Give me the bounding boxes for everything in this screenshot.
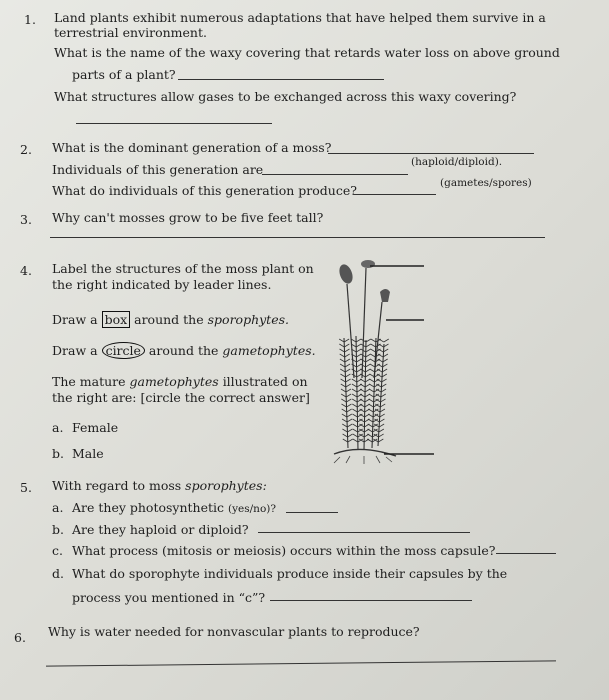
sporophyte-capsule-2 [361, 260, 375, 268]
q4-box-target: sporophytes. [207, 312, 289, 327]
q5d-line1: What do sporophyte individuals produce inside their capsules by the [72, 566, 508, 581]
q4-circle-target: gametophytes. [222, 343, 316, 358]
q3-number: 3. [20, 212, 32, 227]
q2b-hint: (haploid/diploid). [411, 156, 503, 168]
q5-number: 5. [20, 480, 32, 495]
q4-box-instruction [52, 312, 289, 328]
q4-line1: Label the structures of the moss plant on [52, 261, 314, 276]
q2a-question: What is the dominant generation of a moss? [52, 140, 332, 155]
q1a-answer-blank[interactable] [178, 79, 384, 80]
q4-option-b[interactable]: Male [72, 446, 104, 461]
q1-number: 1. [24, 12, 36, 27]
q5a-question [72, 500, 276, 517]
q1a-line1: What is the name of the waxy covering that retards water loss on above ground [54, 45, 560, 60]
q2c-answer-blank[interactable] [354, 194, 436, 195]
sporophyte-capsule-1 [337, 263, 355, 286]
q1b-answer-blank[interactable] [76, 123, 272, 124]
q5a-answer-blank[interactable] [286, 512, 338, 513]
q5d-letter: d. [52, 566, 64, 581]
q2b-answer-blank[interactable] [262, 174, 408, 175]
q4-line2: the right indicated by leader lines. [52, 277, 272, 292]
q1-intro-line2: terrestrial environment. [54, 25, 207, 40]
q4-circle-instruction [52, 343, 316, 359]
q5c-answer-blank[interactable] [496, 553, 556, 554]
q2b-question: Individuals of this generation are [52, 162, 264, 177]
q5b-answer-blank[interactable] [258, 532, 470, 533]
q3-answer-blank[interactable] [50, 237, 545, 238]
q4-mature-pre: The mature [52, 374, 126, 389]
q4-mature-line1 [52, 374, 308, 390]
q4-option-b-letter: b. [52, 446, 64, 461]
q4-box-post: around the [134, 312, 204, 327]
q5c-letter: c. [52, 543, 63, 558]
q5b-question: Are they haploid or diploid? [72, 522, 249, 537]
q4-mature-line2: the right are: [circle the correct answer] [52, 390, 310, 405]
q1a-line2: parts of a plant? [72, 67, 176, 82]
q2c-question: What do individuals of this generation produce? [52, 183, 357, 198]
q5-intro-word: sporophytes: [185, 478, 267, 493]
q6-answer-blank[interactable] [46, 660, 556, 666]
q2-number: 2. [20, 142, 32, 157]
q1-intro-line1: Land plants exhibit numerous adaptations that have helped them survive in a [54, 10, 546, 25]
q2c-hint: (gametes/spores) [440, 177, 532, 189]
q4-circle-post: around the [148, 343, 219, 358]
q5-intro [52, 478, 267, 494]
q5a-letter: a. [52, 500, 64, 515]
q5d-answer-blank[interactable] [270, 600, 472, 601]
q4-number: 4. [20, 263, 32, 278]
q1b-question: What structures allow gases to be exchanged across this waxy covering? [54, 89, 517, 104]
q5d-line2: process you mentioned in “c”? [72, 590, 266, 605]
q4-option-a[interactable]: Female [72, 420, 119, 435]
gametophyte-shoots [344, 336, 384, 450]
q4-mature-word: gametophytes [129, 374, 219, 389]
q4-box-pre: Draw a [52, 312, 98, 327]
q5-intro-pre: With regard to moss [52, 478, 182, 493]
q6-question: Why is water needed for nonvascular plants to reproduce? [48, 624, 420, 639]
q4-circle-pre: Draw a [52, 343, 98, 358]
sporophyte-capsule-3 [380, 289, 390, 302]
q4-circle-word: circle [102, 342, 145, 359]
moss-plant-illustration [320, 258, 440, 468]
q6-number: 6. [14, 630, 26, 645]
q5a-hint: (yes/no)? [228, 503, 276, 515]
q4-box-word: box [102, 311, 131, 328]
q4-mature-post: illustrated on [222, 374, 308, 389]
q5c-question: What process (mitosis or meiosis) occurs within the moss capsule? [72, 543, 496, 558]
q4-option-a-letter: a. [52, 420, 64, 435]
q3-question: Why can't mosses grow to be five feet tall? [52, 210, 324, 225]
q5a-text: Are they photosynthetic [72, 500, 225, 515]
q5b-letter: b. [52, 522, 64, 537]
